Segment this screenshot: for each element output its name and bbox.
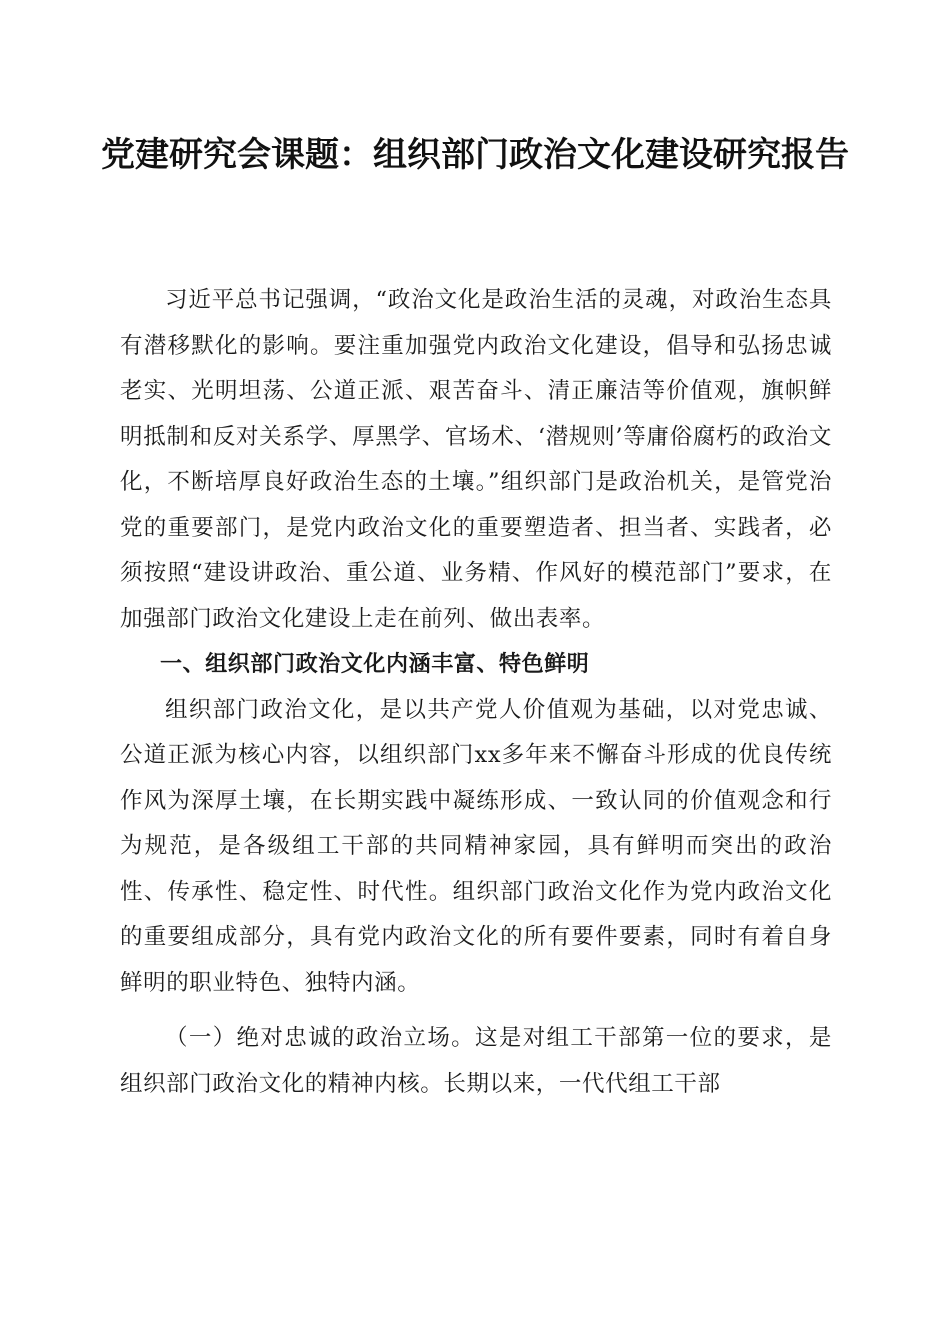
section-heading: 一、组织部门政治文化内涵丰富、特色鲜明 <box>160 652 590 677</box>
intro-paragraph: 习近平总书记强调，“政治文化是政治生活的灵魂，对政治生态具有潜移默化的影响。要注重加强党内政治文化建设，倡导和弘扬忠诚老实、光明坦荡、公道正派、艰苦奋斗、清正廉洁等价值观，旗帜鲜明抵制和反对关系学、厚黑学、官场术、‘潜规则’等庸俗腐朽的政治文化，不断培厚良好政治生态的土壤。”组织部门是政治机关，是管党治党的重要部门，是党内政治文化的重要塑造者、担当者、实践者，必须按照“建设讲政治、重公道、业务精、作风好的模范部门”要求，在加强部门政治文化建设上走在前列、做出表率。 <box>120 287 832 632</box>
document-body <box>120 278 832 1107</box>
document-title: 党建研究会课题：组织部门政治文化建设研究报告 <box>101 135 849 175</box>
subsection-label: （一）绝对忠诚的政治立场。 <box>165 1025 476 1051</box>
paragraph-gap <box>120 1006 832 1016</box>
subsection-text: 这是对组工干部第一位的要求，是组织部门政治文化的精神内核。长期以来，一代代组工干部 <box>120 1025 832 1097</box>
section-paragraph: 组织部门政治文化，是以共产党人价值观为基础，以对党忠诚、公道正派为核心内容，以组织部门xx多年来不懈奋斗形成的优良传统作风为深厚土壤，在长期实践中凝练形成、一致认同的价值观念和行为规范，是各级组工干部的共同精神家园，具有鲜明而突出的政治性、传承性、稳定性、时代性。组织部门政治文化作为党内政治文化的重要组成部分，具有党内政治文化的所有要件要素，同时有着自身鲜明的职业特色、独特内涵。 <box>120 696 832 996</box>
subsection-paragraph <box>120 1016 832 1107</box>
